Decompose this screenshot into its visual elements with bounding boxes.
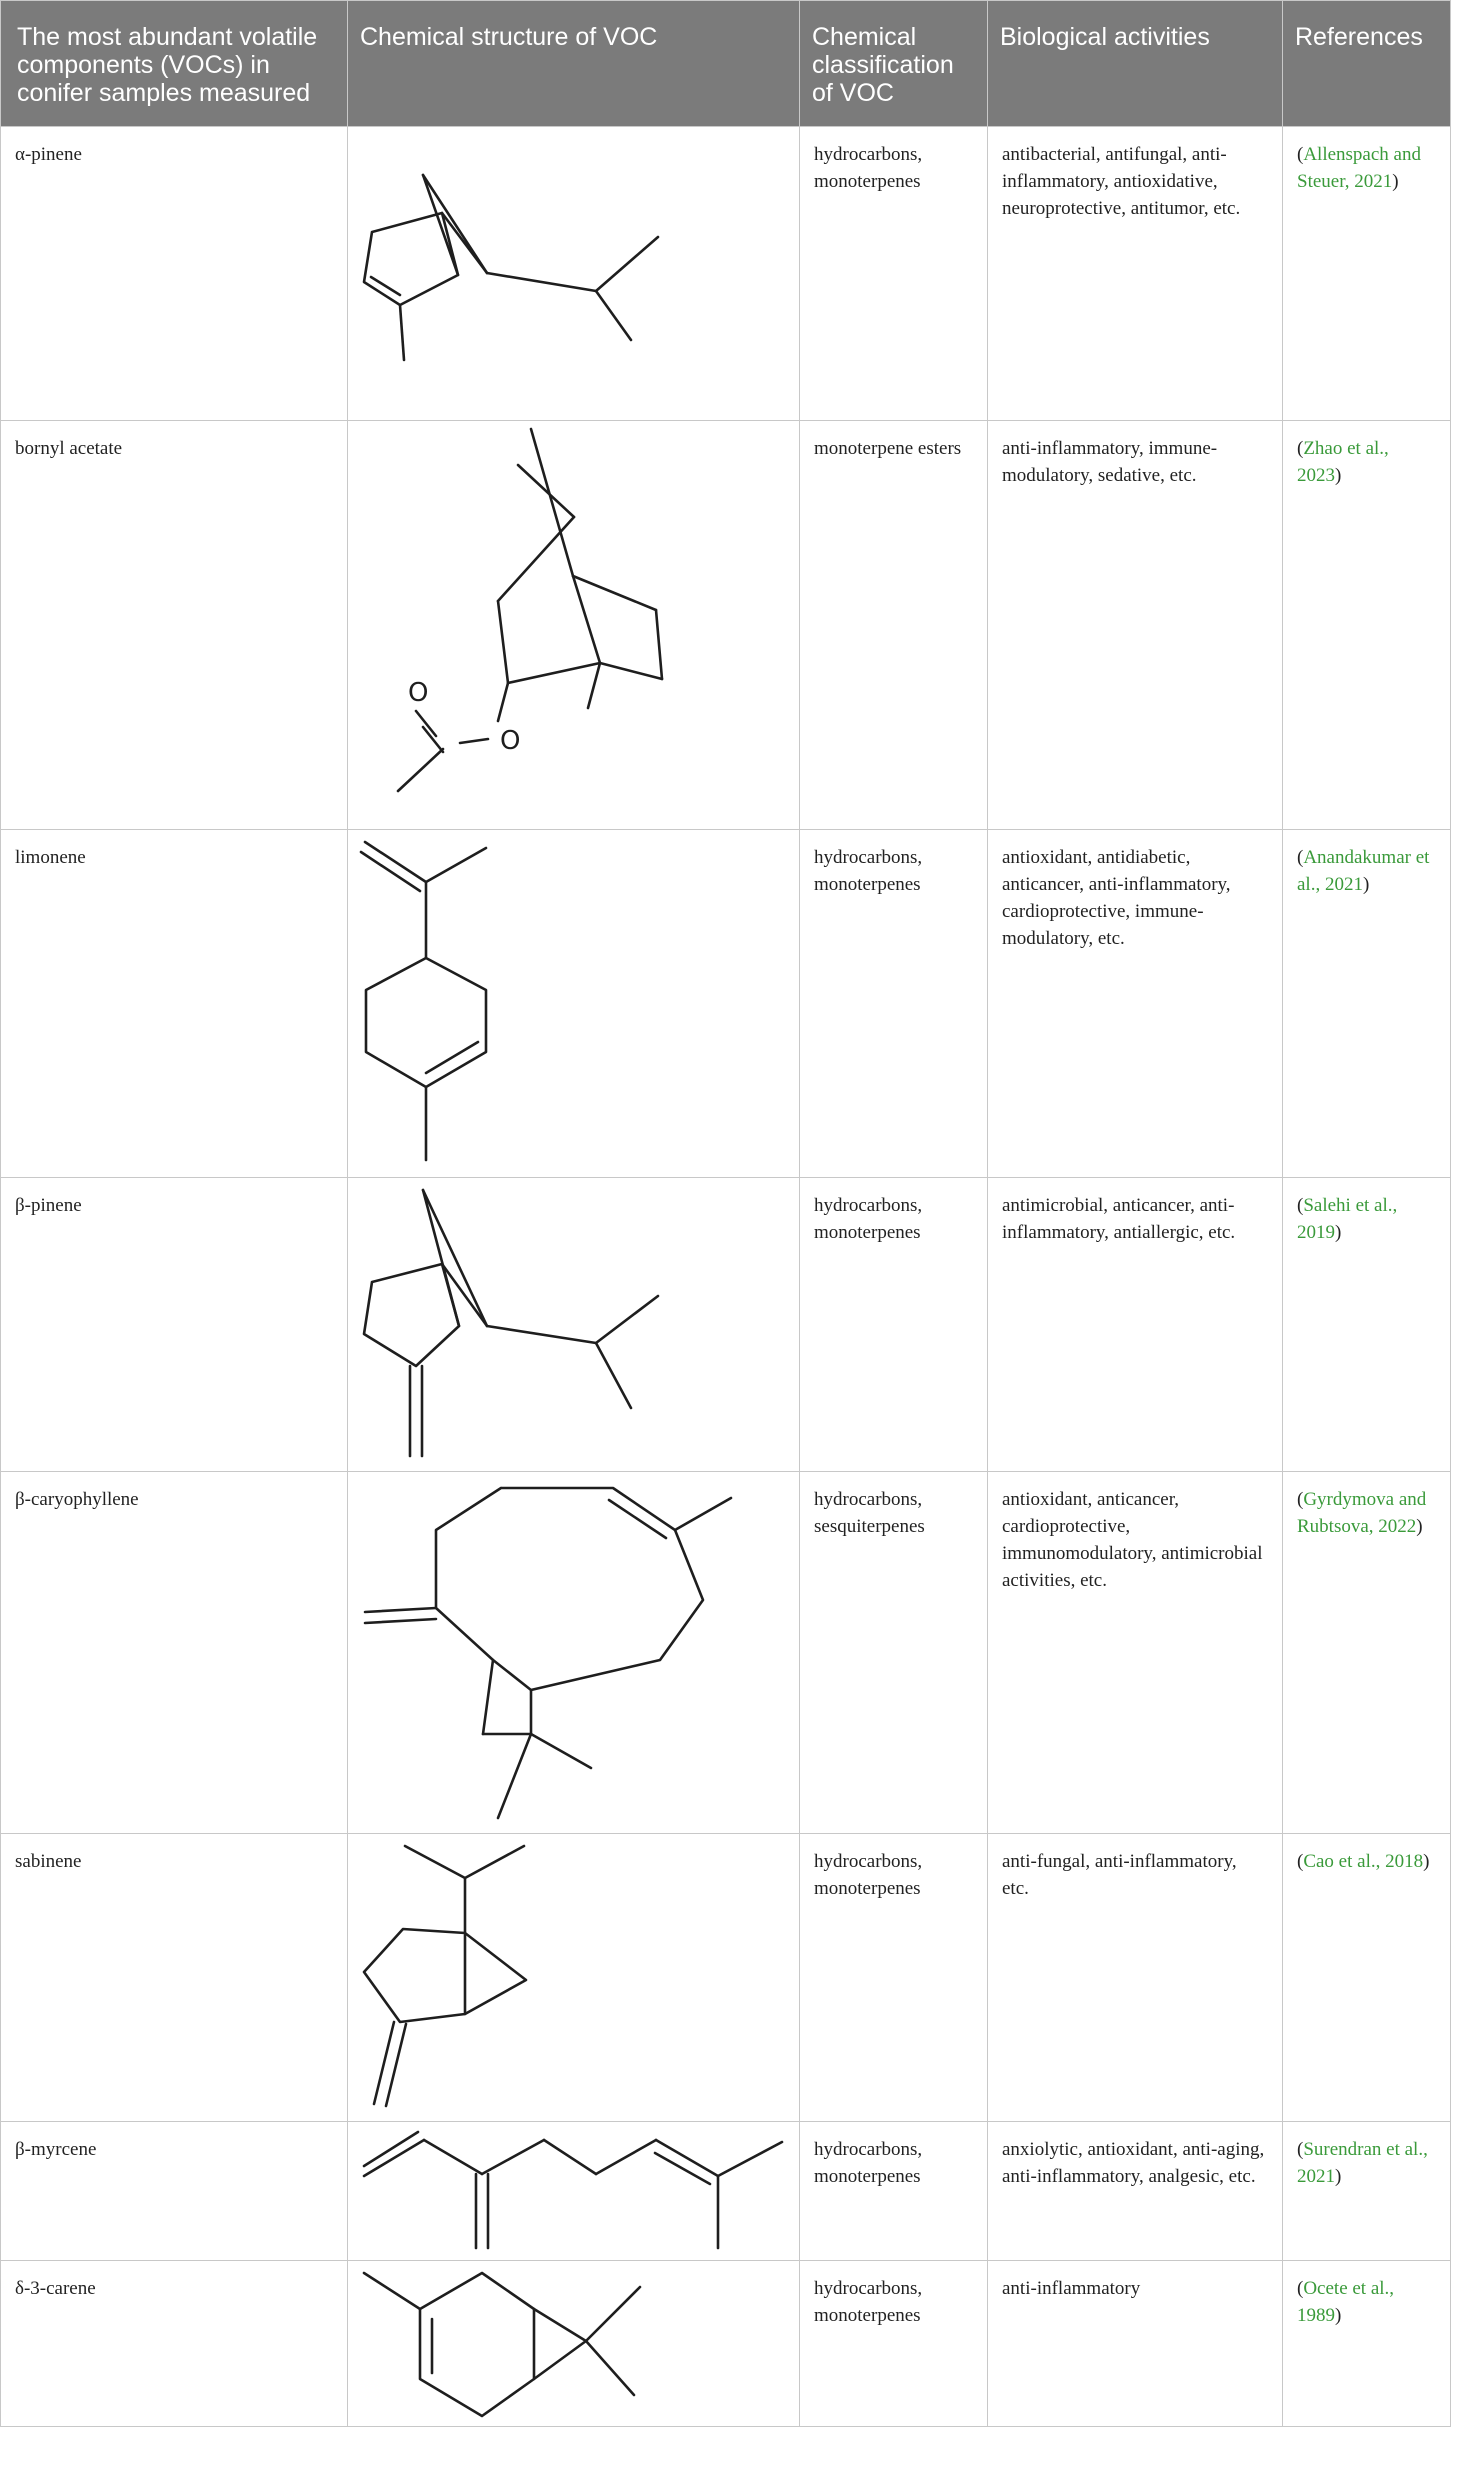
limonene-structure-icon xyxy=(348,830,798,1176)
structure-cell xyxy=(348,2261,800,2427)
alpha-pinene-structure-icon xyxy=(348,127,798,419)
reference-link[interactable]: Surendran et al., 2021 xyxy=(1297,2139,1428,2187)
activities: anti-inflammatory xyxy=(988,2261,1283,2427)
reference-link[interactable]: Ocete et al., 1989 xyxy=(1297,2278,1395,2326)
activities: anti-fungal, anti-inflammatory, etc. xyxy=(988,1834,1283,2122)
table-row xyxy=(1,127,1451,421)
classification: hydrocarbons, monoterpenes xyxy=(800,1178,988,1472)
activities: antioxidant, antidiabetic, anticancer, anti-inflammatory, cardioprotective, immune-modulatory, etc. xyxy=(988,830,1283,1178)
activities: anxiolytic, antioxidant, anti-aging, anti-inflammatory, analgesic, etc. xyxy=(988,2122,1283,2261)
compound-name: bornyl acetate xyxy=(1,421,348,830)
header-activities: Biological activities xyxy=(988,1,1283,127)
reference-cell: (Allenspach and Steuer, 2021) xyxy=(1283,127,1451,421)
compound-name: β-myrcene xyxy=(1,2122,348,2261)
compound-name: limonene xyxy=(1,830,348,1178)
compound-name: δ-3-carene xyxy=(1,2261,348,2427)
structure-cell xyxy=(348,1178,800,1472)
reference-link[interactable]: Gyrdymova and Rubtsova, 2022 xyxy=(1297,1489,1427,1537)
table-row xyxy=(1,2261,1451,2427)
reference-cell: (Surendran et al., 2021) xyxy=(1283,2122,1451,2261)
reference-cell: (Ocete et al., 1989) xyxy=(1283,2261,1451,2427)
activities: anti-inflammatory, immune-modulatory, sedative, etc. xyxy=(988,421,1283,830)
ester-oxygen-atom: O xyxy=(500,726,521,756)
structure-cell xyxy=(348,1834,800,2122)
table-row xyxy=(1,1834,1451,2122)
reference-cell: (Salehi et al., 2019) xyxy=(1283,1178,1451,1472)
reference-cell: (Gyrdymova and Rubtsova, 2022) xyxy=(1283,1472,1451,1834)
delta-3-carene-structure-icon xyxy=(348,2261,798,2425)
table-row xyxy=(1,1472,1451,1834)
classification: hydrocarbons, monoterpenes xyxy=(800,2122,988,2261)
structure-cell xyxy=(348,2122,800,2261)
classification: monoterpene esters xyxy=(800,421,988,830)
classification: hydrocarbons, monoterpenes xyxy=(800,830,988,1178)
table-row xyxy=(1,421,1451,830)
compound-name: α-pinene xyxy=(1,127,348,421)
activities: antibacterial, antifungal, anti-inflammatory, antioxidative, neuroprotective, antitumor, etc. xyxy=(988,127,1283,421)
structure-cell xyxy=(348,421,800,830)
header-classification: Chemical classification of VOC xyxy=(800,1,988,127)
classification: hydrocarbons, monoterpenes xyxy=(800,127,988,421)
beta-myrcene-structure-icon xyxy=(348,2122,798,2259)
activities: antioxidant, anticancer, cardioprotective, immunomodulatory, antimicrobial activities, etc. xyxy=(988,1472,1283,1834)
reference-link[interactable]: Anandakumar et al., 2021 xyxy=(1297,847,1430,895)
reference-link[interactable]: Allenspach and Steuer, 2021 xyxy=(1297,144,1421,192)
compound-name: sabinene xyxy=(1,1834,348,2122)
header-references: References xyxy=(1283,1,1451,127)
beta-caryophyllene-structure-icon xyxy=(348,1472,798,1832)
reference-link[interactable]: Salehi et al., 2019 xyxy=(1297,1195,1398,1243)
classification: hydrocarbons, monoterpenes xyxy=(800,2261,988,2427)
compound-name: β-pinene xyxy=(1,1178,348,1472)
reference-link[interactable]: Cao et al., 2018 xyxy=(1303,1851,1424,1872)
structure-cell xyxy=(348,127,800,421)
compound-name: β-caryophyllene xyxy=(1,1472,348,1834)
structure-cell xyxy=(348,830,800,1178)
sabinene-structure-icon xyxy=(348,1834,798,2120)
reference-link[interactable]: Zhao et al., 2023 xyxy=(1297,438,1389,486)
table-row xyxy=(1,2122,1451,2261)
beta-pinene-structure-icon xyxy=(348,1178,798,1470)
table-row xyxy=(1,1178,1451,1472)
reference-cell: (Anandakumar et al., 2021) xyxy=(1283,830,1451,1178)
header-row xyxy=(1,1,1451,127)
header-structure: Chemical structure of VOC xyxy=(348,1,800,127)
classification: hydrocarbons, monoterpenes xyxy=(800,1834,988,2122)
table-row xyxy=(1,830,1451,1178)
reference-cell: (Zhao et al., 2023) xyxy=(1283,421,1451,830)
activities: antimicrobial, anticancer, anti-inflammatory, antiallergic, etc. xyxy=(988,1178,1283,1472)
classification: hydrocarbons, sesquiterpenes xyxy=(800,1472,988,1834)
structure-cell xyxy=(348,1472,800,1834)
header-compound: The most abundant volatile components (VOCs) in conifer samples measured xyxy=(1,1,348,127)
reference-cell: (Cao et al., 2018) xyxy=(1283,1834,1451,2122)
carbonyl-oxygen-atom: O xyxy=(408,678,429,708)
bornyl-acetate-structure-icon xyxy=(348,421,798,828)
